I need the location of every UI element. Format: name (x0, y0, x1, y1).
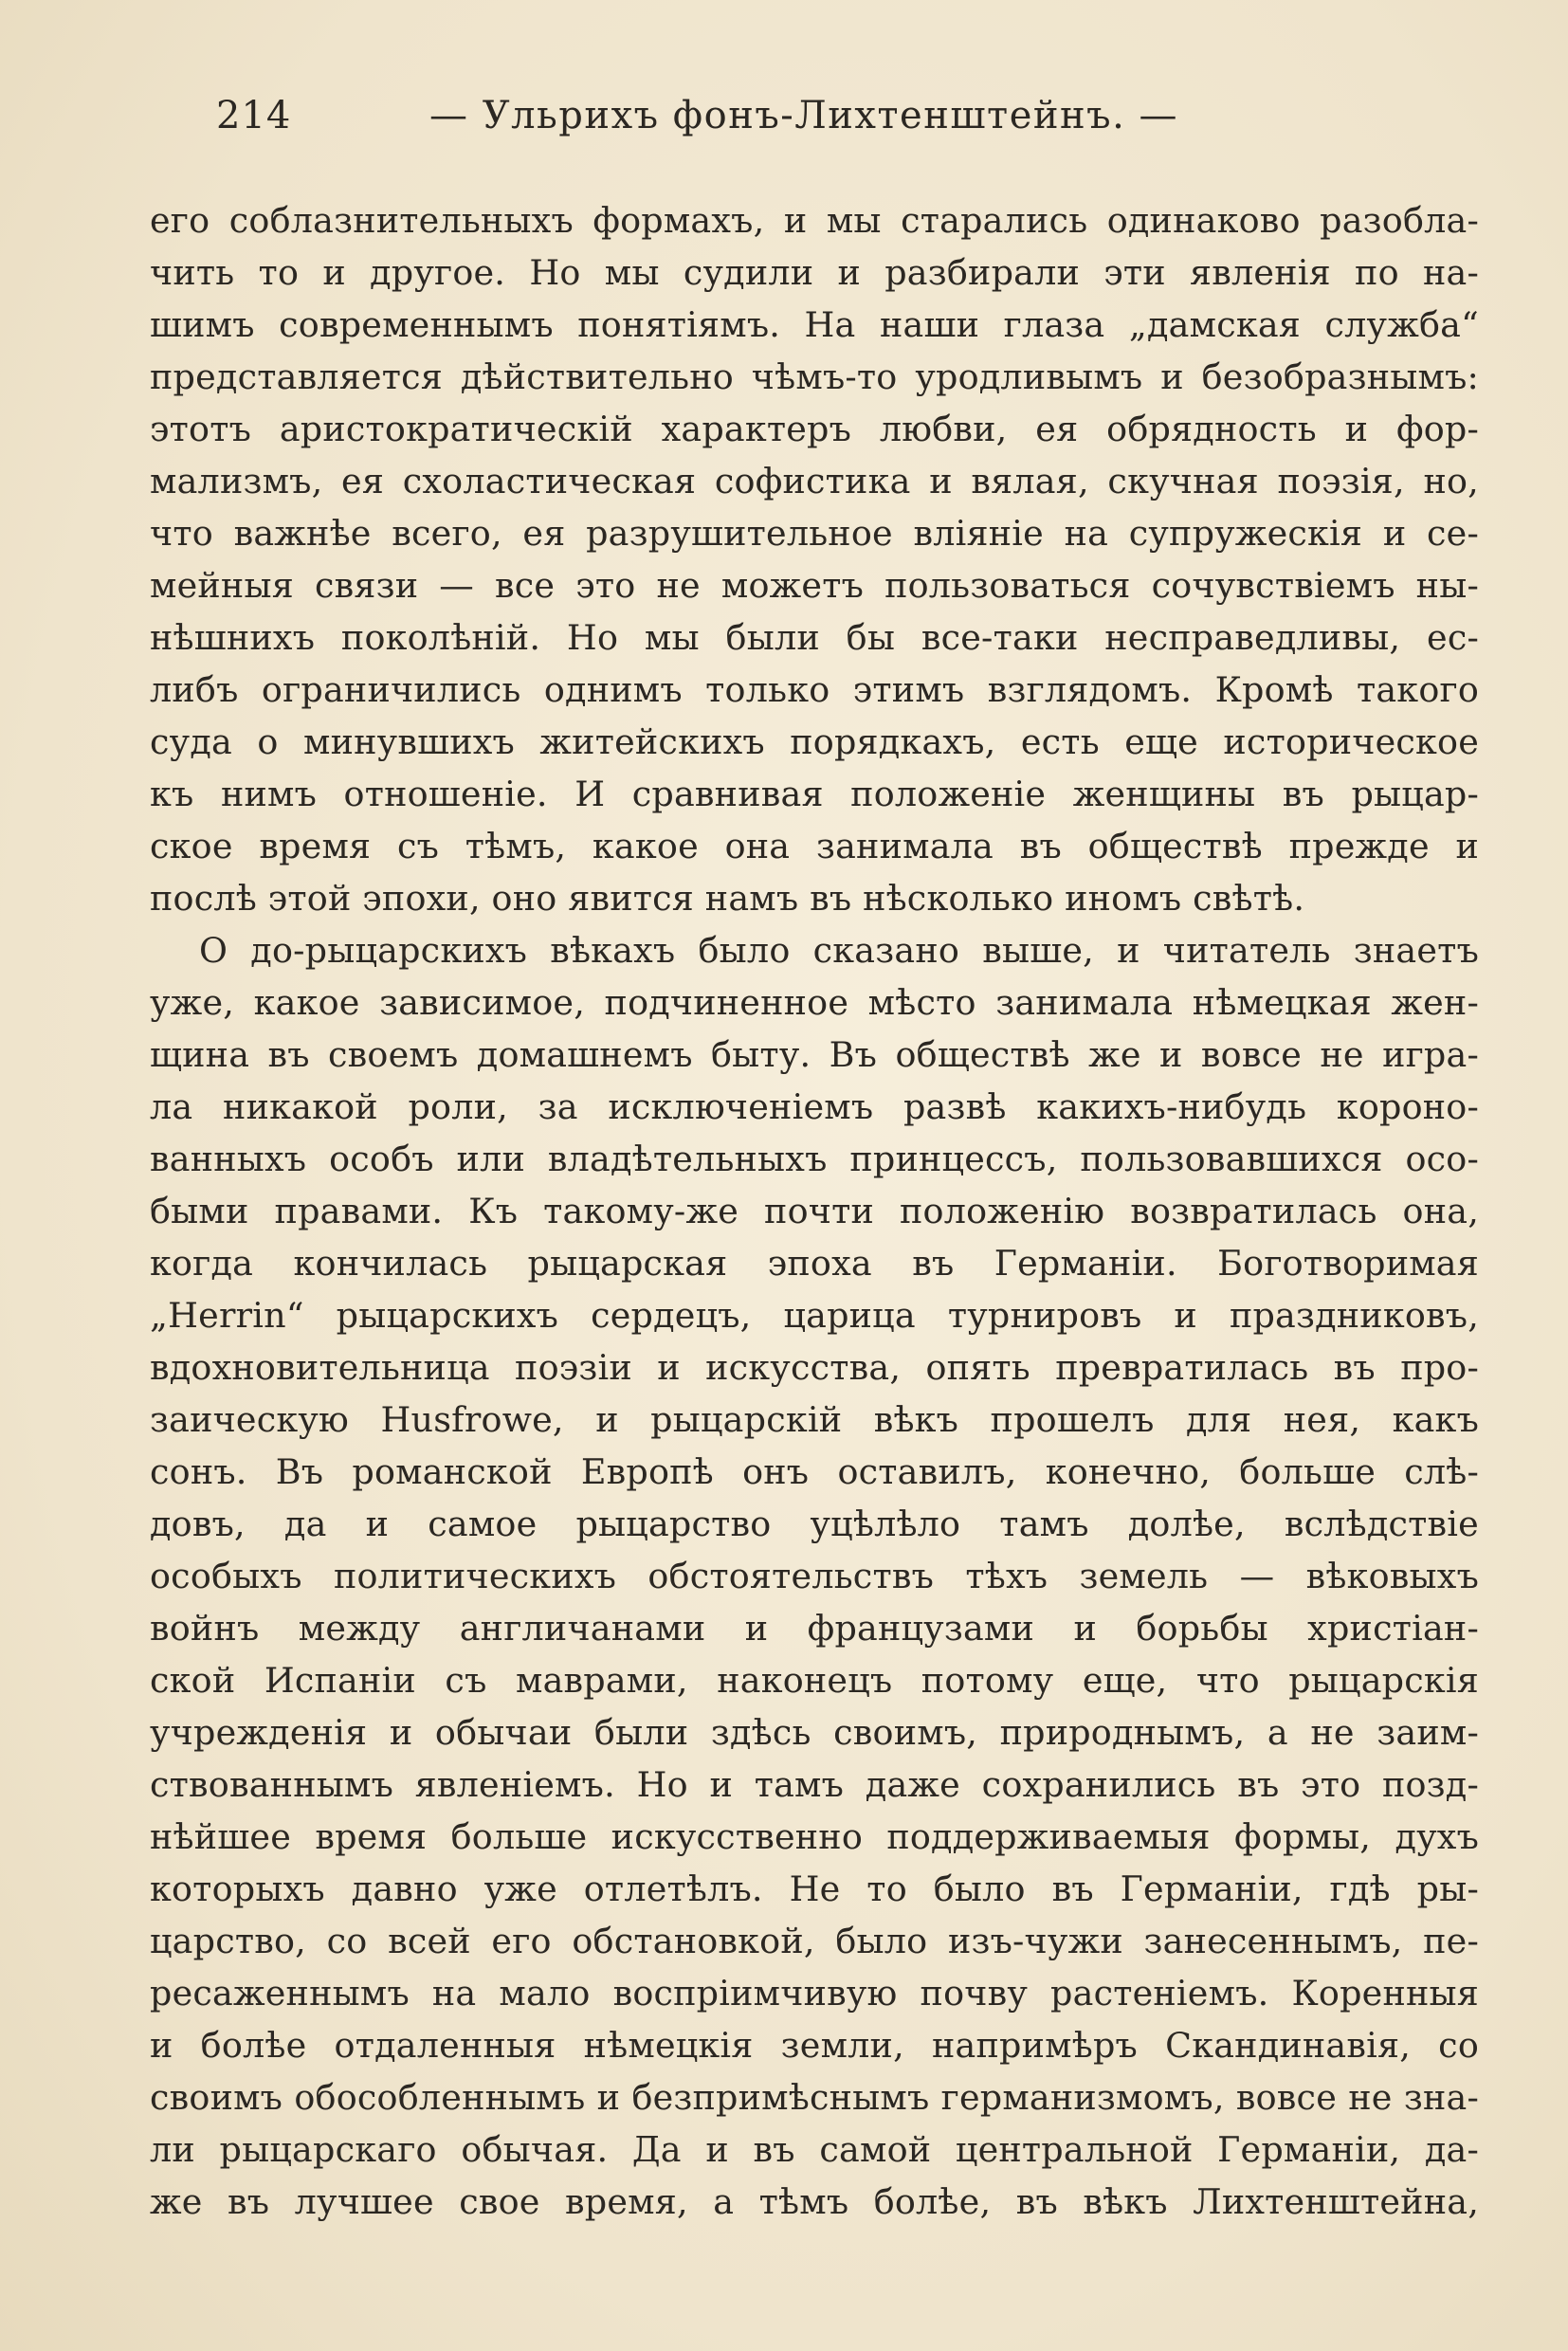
text-line: когда кончилась рыцарская эпоха въ Германіи. Боготворимая (150, 1243, 1479, 1284)
text-line: войнъ между англичанами и французами и борьбы христіан- (150, 1608, 1479, 1649)
page-number: 214 (216, 94, 292, 137)
text-line: О до-рыцарскихъ вѣкахъ было сказано выше, и читатель знаетъ (199, 930, 1479, 971)
text-line: довъ, да и самое рыцарство уцѣлѣло тамъ долѣе, вслѣдствіе (150, 1504, 1479, 1544)
text-line: ресаженнымъ на мало воспріимчивую почву растеніемъ. Коренныя (150, 1973, 1479, 2014)
text-line: суда о минувшихъ житейскихъ порядкахъ, есть еще историческое (150, 721, 1479, 762)
text-line: мейныя связи — все это не можетъ пользоваться сочувствіемъ ны- (150, 565, 1479, 606)
text-line: ское время съ тѣмъ, какое она занимала въ обществѣ прежде и (150, 826, 1479, 866)
text-line: этотъ аристократическій характеръ любви, ея обрядность и фор- (150, 409, 1479, 449)
text-line: къ нимъ отношеніе. И сравнивая положеніе женщины въ рыцар- (150, 774, 1479, 814)
text-line: быми правами. Къ такому-же почти положенію возвратилась она, (150, 1191, 1479, 1231)
text-line: ли рыцарскаго обычая. Да и въ самой центральной Германіи, да- (150, 2129, 1479, 2170)
text-line: и болѣе отдаленныя нѣмецкія земли, напримѣръ Скандинавія, со (150, 2025, 1479, 2066)
text-line: „Herrin“ рыцарскихъ сердецъ, царица турнировъ и праздниковъ, (150, 1295, 1479, 1336)
text-line: учрежденія и обычаи были здѣсь своимъ, природнымъ, а не заим- (150, 1712, 1479, 1753)
text-line: послѣ этой эпохи, оно явится намъ въ нѣсколько иномъ свѣтѣ. (150, 878, 1305, 919)
text-line: представляется дѣйствительно чѣмъ-то уродливымъ и безобразнымъ: (150, 356, 1479, 397)
text-line: мализмъ, ея схоластическая софистика и вялая, скучная поэзія, но, (150, 461, 1479, 501)
text-line: царство, со всей его обстановкой, было изъ-чужи занесеннымъ, пе- (150, 1921, 1479, 1961)
text-line: ской Испаніи съ маврами, наконецъ потому еще, что рыцарскія (150, 1660, 1479, 1701)
text-line: вдохновительница поэзіи и искусства, опять превратилась въ про- (150, 1347, 1479, 1388)
running-title: — Ульрихъ фонъ-Лихтенштейнъ. — (429, 94, 1179, 137)
paragraph (150, 924, 1479, 2228)
text-line: либъ ограничились однимъ только этимъ взглядомъ. Кромѣ такого (150, 669, 1479, 710)
text-line: его соблазнительныхъ формахъ, и мы старались одинаково разобла- (150, 200, 1479, 241)
text-line: особыхъ политическихъ обстоятельствъ тѣхъ земель — вѣковыхъ (150, 1556, 1479, 1596)
text-line: щина въ своемъ домашнемъ быту. Въ обществѣ же и вовсе не игра- (150, 1034, 1479, 1075)
text-line: нѣйшее время больше искусственно поддерживаемыя формы, духъ (150, 1816, 1479, 1857)
text-line: заическую Husfrowe, и рыцарскій вѣкъ прошелъ для нея, какъ (150, 1399, 1479, 1440)
text-line: которыхъ давно уже отлетѣлъ. Не то было въ Германіи, гдѣ ры- (150, 1868, 1479, 1909)
text-line: ванныхъ особъ или владѣтельныхъ принцессъ, пользовавшихся осо- (150, 1139, 1479, 1179)
text-line: чить то и другое. Но мы судили и разбирали эти явленія по на- (150, 252, 1479, 293)
text-line: что важнѣе всего, ея разрушительное вліяніе на супружескія и се- (150, 513, 1479, 554)
text-line: нѣшнихъ поколѣній. Но мы были бы все-таки несправедливы, ес- (150, 617, 1479, 658)
text-line: своимъ обособленнымъ и безпримѣснымъ германизмомъ, вовсе не зна- (150, 2077, 1479, 2118)
text-line: сонъ. Въ романской Европѣ онъ оставилъ, конечно, больше слѣ- (150, 1451, 1479, 1492)
paragraph (150, 194, 1479, 924)
text-line: уже, какое зависимое, подчиненное мѣсто занимала нѣмецкая жен- (150, 982, 1479, 1023)
page-header (216, 87, 1202, 144)
text-line: шимъ современнымъ понятіямъ. На наши глаза „дамская служба“ (150, 304, 1479, 345)
body-text (150, 194, 1479, 2228)
text-line: ствованнымъ явленіемъ. Но и тамъ даже сохранились въ это позд- (150, 1764, 1479, 1805)
text-line: ла никакой роли, за исключеніемъ развѣ какихъ-нибудь короно- (150, 1086, 1479, 1127)
text-line: же въ лучшее свое время, а тѣмъ болѣе, въ вѣкъ Лихтенштейна, (150, 2181, 1479, 2222)
